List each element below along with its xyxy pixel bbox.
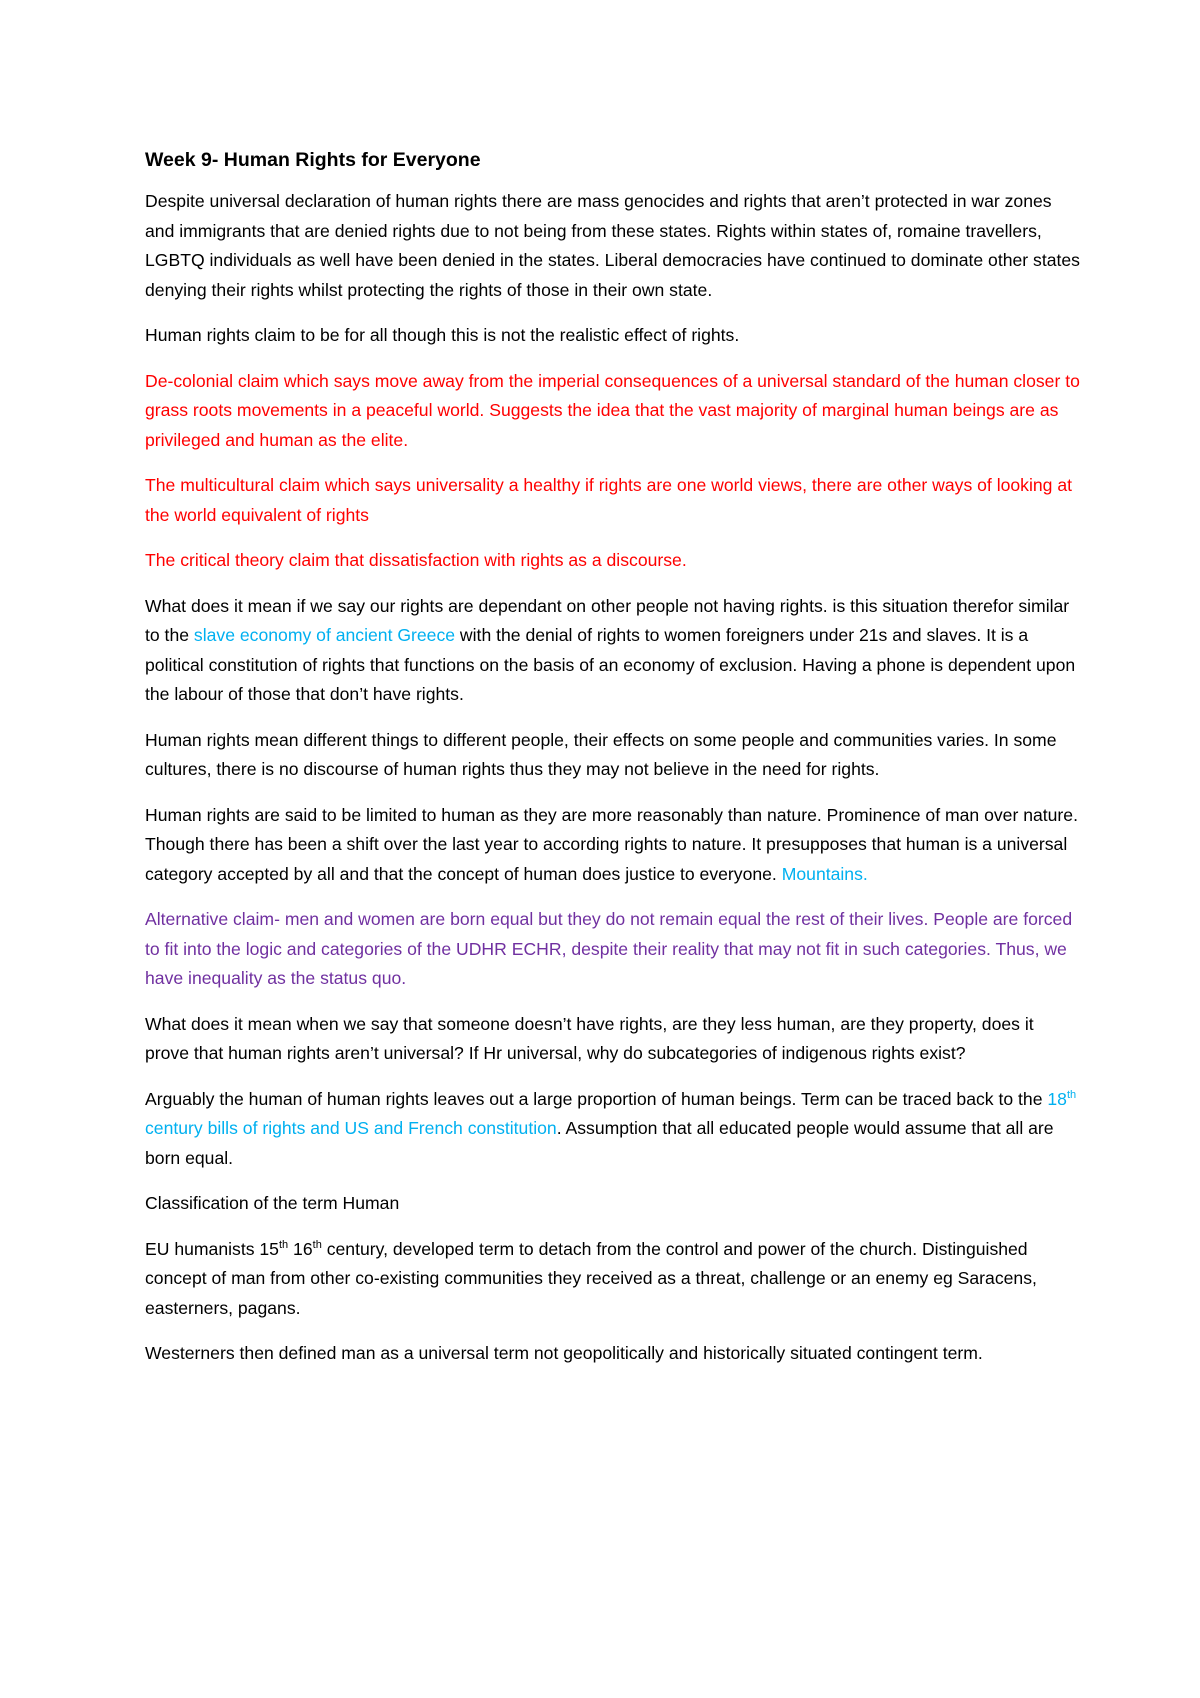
ordinal-suffix: th (312, 1238, 322, 1251)
text-segment: What does it mean if we say our rights are dependant on other people not having rights. is this situation therefor similar to the (145, 595, 1070, 645)
paragraph-term-origin (145, 1085, 1080, 1174)
paragraph-alternative-claim: Alternative claim- men and women are born equal but they do not remain equal the rest of their lives. People are forced to fit into the logic and categories of the UDHR ECHR, despite their reality that may not fit in such categories. Thus, we have inequality as the status quo. (145, 909, 1073, 988)
paragraph-multicultural-claim: The multicultural claim which says universality a healthy if rights are one world views, there are other ways of looking at the world equivalent of rights (145, 475, 1073, 525)
paragraph-classification-heading: Classification of the term Human (145, 1193, 400, 1213)
paragraph-intro: Despite universal declaration of human rights there are mass genocides and rights that aren’t protected in war zones and immigrants that are denied rights due to not being from these states. Rights within states of, romaine travellers, LGBTQ individuals as well have been denied in the states. Liberal democracies have continued to dominate other states denying their rights whilst protecting the rights of those in their own state. (145, 191, 1080, 300)
highlight-slave-economy: slave economy of ancient Greece (193, 625, 456, 645)
text-segment: EU humanists 15 (145, 1238, 279, 1259)
highlight-mountains: Mountains. (781, 863, 868, 884)
text-segment: Human rights are said to be limited to human as they are more reasonably than nature. Prominence of man over nature. Though there has been a shift over the last year to according rights to nature. It presupposes that human is a universal category accepted by all and that the concept of human does justice to everyone. (145, 804, 1078, 884)
paragraph-different-meanings: Human rights mean different things to different people, their effects on some people and communities varies. In some cultures, there is no discourse of human rights thus they may not believe in the need for rights. (145, 729, 1057, 779)
paragraph-human-vs-nature (145, 801, 1080, 890)
text-segment: century, developed term to detach from the control and power of the church. Distinguished concept of man from other co-existing communities they received as a threat, challenge or an enemy eg Saracens, easterners, pagans. (145, 1238, 1037, 1318)
paragraph-decolonial-claim: De-colonial claim which says move away from the imperial consequences of a universal standard of the human closer to grass roots movements in a peaceful world. Suggests the idea that the vast majority of marginal human beings are as privileged and human as the elite. (145, 370, 1080, 450)
highlight-rest: century bills of rights and US and French constitution (145, 1118, 557, 1138)
document-title: Week 9- Human Rights for Everyone (145, 149, 481, 171)
paragraph-less-human: What does it mean when we say that someone doesn’t have rights, are they less human, are they property, does it prove that human rights aren’t universal? If Hr universal, why do subcategories of indigenous rights exist? (145, 1013, 1034, 1063)
text-segment: with the denial of rights to women foreigners under 21s and slaves. It is a political constitution of rights that functions on the basis of an economy of exclusion. Having a phone is dependent upon the labour of those that don’t have rights. (145, 625, 1076, 704)
ordinal-suffix: th (278, 1238, 289, 1251)
paragraph-claim-for-all: Human rights claim to be for all though this is not the realistic effect of rights. (145, 325, 740, 345)
text-segment: 16 (288, 1238, 313, 1259)
paragraph-eu-humanists (145, 1235, 1080, 1324)
text-segment: Arguably the human of human rights leaves out a large proportion of human beings. Term can be traced back to the (145, 1088, 1048, 1109)
text-segment: . Assumption that all educated people would assume that all are born equal. (145, 1118, 1054, 1168)
paragraph-critical-theory-claim: The critical theory claim that dissatisfaction with rights as a discourse. (145, 550, 687, 570)
paragraph-westerners: Westerners then defined man as a universal term not geopolitically and historically situated contingent term. (145, 1343, 983, 1363)
ordinal-suffix: th (1066, 1088, 1077, 1101)
highlight-number: 18 (1047, 1088, 1067, 1109)
paragraph-dependant-rights (145, 592, 1080, 710)
